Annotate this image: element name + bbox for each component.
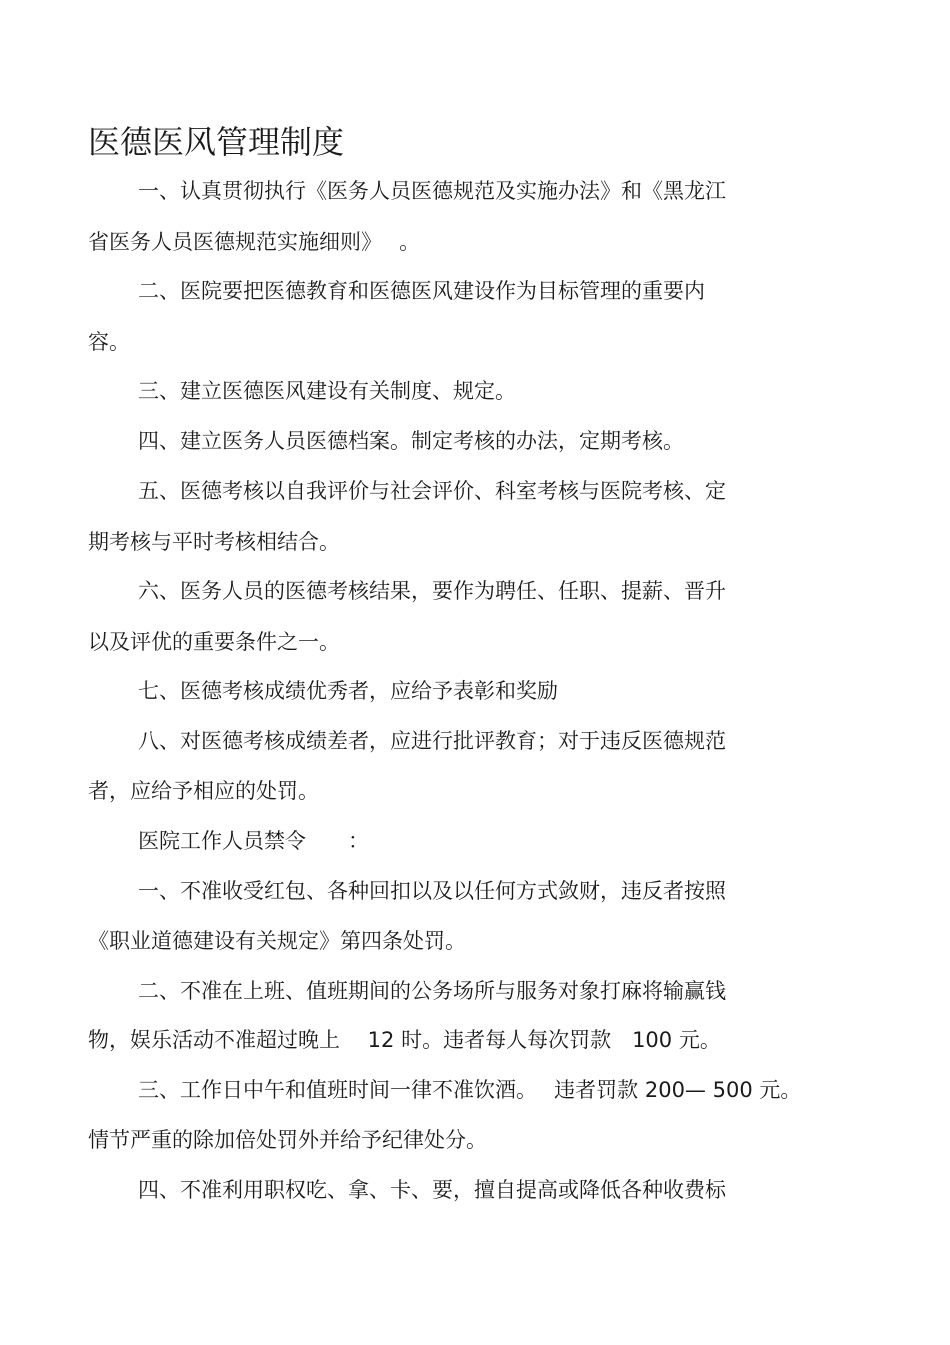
text-line-18: 物，娱乐活动不准超过晚上 12 时。违者每人每次罚款 100 元。 [88, 1028, 721, 1052]
text-line-7: 五、医德考核以自我评价与社会评价、科室考核与医院考核、定 [138, 479, 726, 503]
text-line-21: 四、不准利用职权吃、拿、卡、要，擅自提高或降低各种收费标 [138, 1178, 726, 1202]
text-line-12: 八、对医德考核成绩差者，应进行批评教育；对于违反医德规范 [138, 729, 726, 753]
text-line-3: 二、医院要把医德教育和医德医风建设作为目标管理的重要内 [138, 279, 705, 303]
text-line-2: 省医务人员医德规范实施细则》 。 [88, 230, 421, 254]
document-title: 医德医风管理制度 [88, 123, 345, 161]
text-line-9: 六、医务人员的医德考核结果，要作为聘任、任职、提薪、晋升 [138, 579, 726, 603]
text-line-11: 七、医德考核成绩优秀者，应给予表彰和奖励 [138, 679, 558, 703]
text-line-10: 以及评优的重要条件之一。 [88, 630, 340, 654]
text-line-13: 者，应给予相应的处罚。 [88, 779, 319, 803]
text-line-4: 容。 [88, 330, 130, 354]
text-line-1: 一、认真贯彻执行《医务人员医德规范及实施办法》和《黑龙江 [138, 179, 726, 203]
text-line-17: 二、不准在上班、值班期间的公务场所与服务对象打麻将输赢钱 [138, 979, 726, 1003]
text-line-8: 期考核与平时考核相结合。 [88, 530, 340, 554]
text-line-15: 一、不准收受红包、各种回扣以及以任何方式敛财，违反者按照 [138, 879, 726, 903]
text-line-6: 四、建立医务人员医德档案。制定考核的办法，定期考核。 [138, 429, 684, 453]
text-line-16: 《职业道德建设有关规定》第四条处罚。 [88, 929, 466, 953]
text-line-5: 三、建立医德医风建设有关制度、规定。 [138, 379, 516, 403]
text-line-20: 情节严重的除加倍处罚外并给予纪律处分。 [88, 1128, 487, 1152]
text-line-19: 三、工作日中午和值班时间一律不准饮酒。 违者罚款 200— 500 元。 [138, 1078, 802, 1102]
text-line-14: 医院工作人员禁令 ： [138, 829, 369, 853]
